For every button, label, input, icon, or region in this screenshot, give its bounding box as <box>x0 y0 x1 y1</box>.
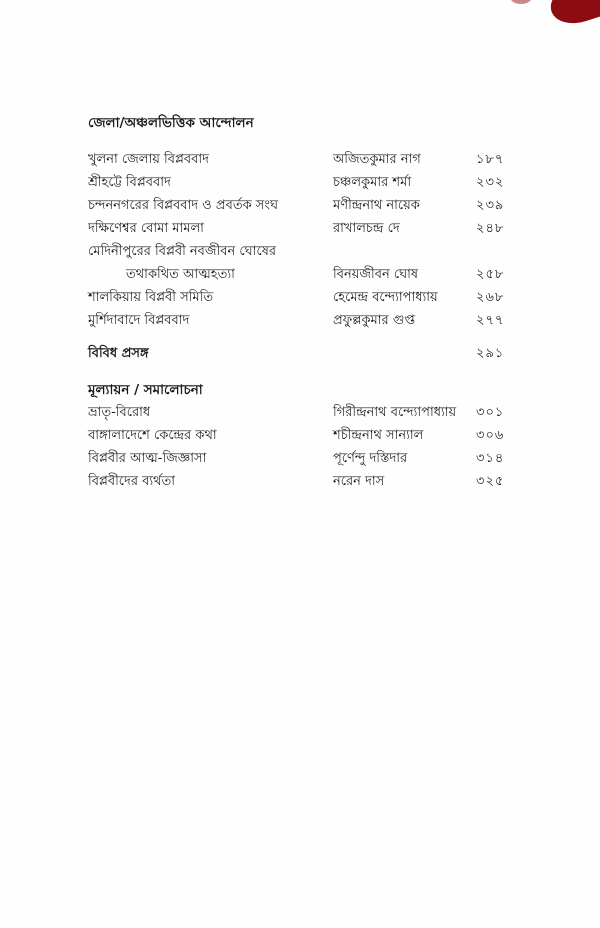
page-edge-mark <box>545 0 600 30</box>
entry-author: প্রফুল্লকুমার গুপ্ত <box>333 313 416 328</box>
entry-page: ২৩২ <box>476 175 505 190</box>
entry-author: রাখালচন্দ্র দে <box>333 221 400 236</box>
entry-author: অজিতকুমার নাগ <box>333 152 421 167</box>
toc-entry[interactable] <box>88 470 508 493</box>
entry-author: নরেন দাস <box>333 474 385 489</box>
entry-page: ২৪৮ <box>476 221 505 236</box>
entry-page: ৩০৬ <box>476 428 505 443</box>
entry-page: ১৮৭ <box>476 152 505 167</box>
entry-title: শ্রীহট্টে বিপ্লববাদ <box>88 175 171 190</box>
toc-entry[interactable] <box>88 194 508 217</box>
table-of-contents <box>88 112 508 493</box>
toc-entry-continued[interactable] <box>88 263 508 286</box>
entry-author: চঞ্চলকুমার শর্মা <box>333 175 412 190</box>
entry-author: হেমেন্দ্র বন্দ্যোপাধ্যায় <box>333 290 438 305</box>
entry-author: পূর্ণেন্দু দস্তিদার <box>333 451 408 466</box>
section-heading-district-movements: জেলা/অঞ্চলভিত্তিক আন্দোলন <box>88 115 254 131</box>
entry-title-continued: তথাকথিত আত্মহত্যা <box>126 267 235 282</box>
entry-title: বাঙ্গালাদেশে কেন্দ্রের কথা <box>88 428 217 443</box>
toc-entry[interactable] <box>88 309 508 332</box>
entry-title: বিপ্লবীদের ব্যর্থতা <box>88 474 176 489</box>
section-page: ২৯১ <box>476 346 505 361</box>
entry-author: গিরীন্দ্রনাথ বন্দ্যোপাধ্যায় <box>333 405 457 420</box>
entry-page: ২৬৮ <box>476 290 505 305</box>
entry-title: শালকিয়ায় বিপ্লবী সমিতি <box>88 290 214 305</box>
toc-entry[interactable] <box>88 401 508 424</box>
toc-entry[interactable] <box>88 148 508 171</box>
entry-title: মেদিনীপুরের বিপ্লবী নবজীবন ঘোষের <box>88 244 277 259</box>
toc-entry[interactable] <box>88 447 508 470</box>
section-heading-miscellaneous[interactable] <box>88 342 508 365</box>
entry-author: মণীন্দ্রনাথ নায়েক <box>333 198 420 213</box>
entry-page: ৩১৪ <box>476 451 505 466</box>
entry-author: শচীন্দ্রনাথ সান্যাল <box>333 428 424 443</box>
entry-title: মুর্শিদাবাদে বিপ্লববাদ <box>88 313 190 328</box>
toc-entry[interactable] <box>88 217 508 240</box>
entry-page: ২৭৭ <box>476 313 505 328</box>
page-edge-mark-small <box>510 0 532 4</box>
toc-entry[interactable] <box>88 240 508 263</box>
entry-page: ২৫৮ <box>476 267 505 282</box>
entry-page: ৩০১ <box>476 405 505 420</box>
entry-title: চন্দননগরের বিপ্লববাদ ও প্রবর্তক সংঘ <box>88 198 279 213</box>
entry-page: ৩২৫ <box>476 474 505 489</box>
section-heading-evaluation: মূল্যায়ন / সমালোচনা <box>88 382 203 398</box>
entry-title: দক্ষিণেশ্বর বোমা মামলা <box>88 221 204 236</box>
entry-title: বিপ্লবীর আত্ম-জিজ্ঞাসা <box>88 451 207 466</box>
toc-entry[interactable] <box>88 286 508 309</box>
toc-entry[interactable] <box>88 171 508 194</box>
toc-entry[interactable] <box>88 424 508 447</box>
entry-author: বিনয়জীবন ঘোষ <box>333 267 419 282</box>
entry-title: খুলনা জেলায় বিপ্লববাদ <box>88 152 209 167</box>
section-title: বিবিধ প্রসঙ্গ <box>88 346 149 361</box>
entry-page: ২৩৯ <box>476 198 505 213</box>
entry-title: ভ্রাতৃ-বিরোধ <box>88 405 151 420</box>
